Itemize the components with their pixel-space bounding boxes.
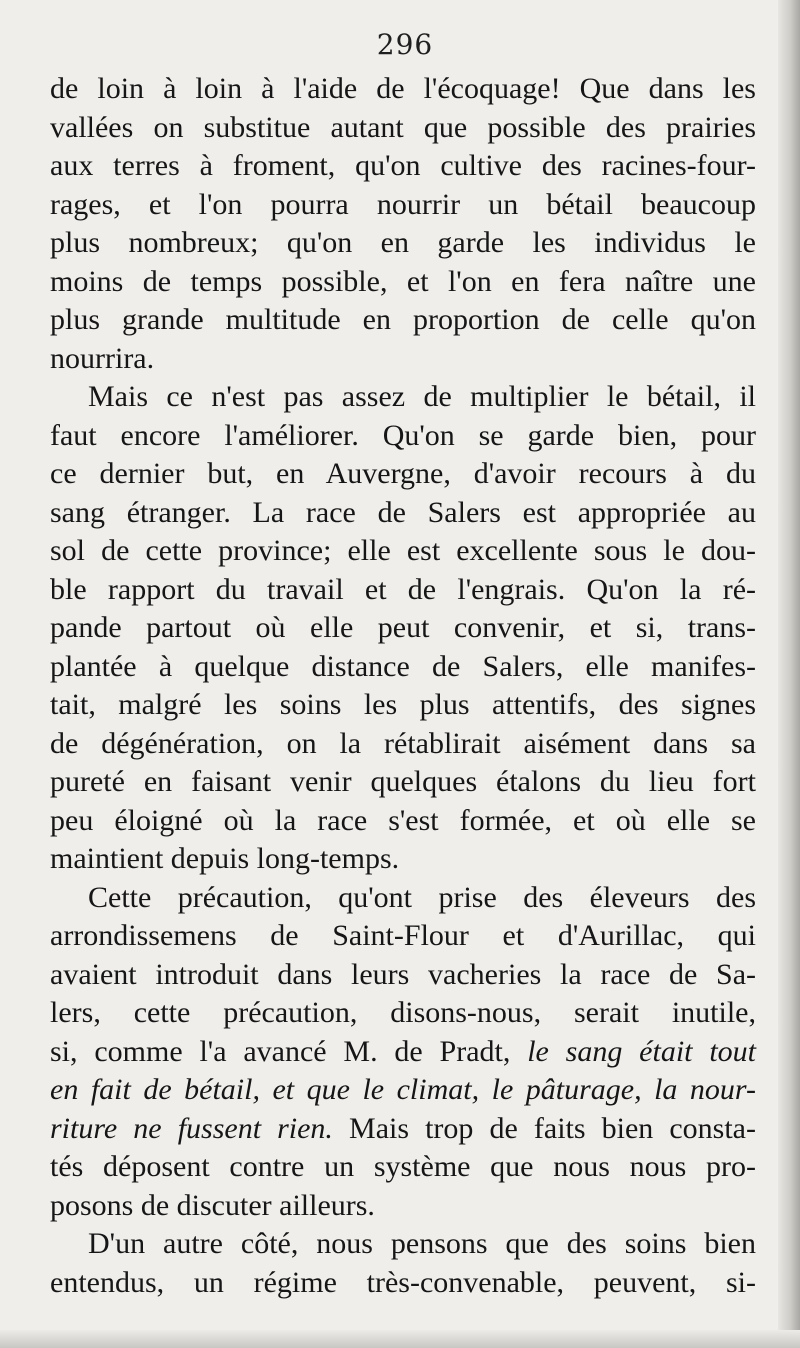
paragraph-1 bbox=[50, 70, 756, 378]
text-line: lers, cette précaution, disons-nous, serait inutile, bbox=[50, 996, 756, 1029]
text-line: arrondissemens de Saint-Flour et d'Aurillac, qui bbox=[50, 919, 756, 952]
text-line: Mais ce n'est pas assez de multiplier le bétail, il bbox=[88, 380, 756, 413]
paragraph-3 bbox=[50, 879, 756, 1226]
text-line: tait, malgré les soins les plus attentifs, des signes bbox=[50, 688, 756, 721]
text-span: si, comme l'a avancé M. de Pradt, bbox=[50, 1034, 528, 1068]
text-line: posons de discuter ailleurs. bbox=[50, 1188, 375, 1222]
text-line: D'un autre côté, nous pensons que des soins bien bbox=[88, 1227, 756, 1260]
text-line: aux terres à froment, qu'on cultive des racines-four- bbox=[50, 149, 756, 182]
page-bottom-edge bbox=[0, 1330, 800, 1348]
text-line: de loin à loin à l'aide de l'écoquage! Que dans les bbox=[50, 72, 756, 105]
italic-quote-line: en fait de bétail, et que le climat, le pâturage, la nour- bbox=[50, 1073, 756, 1106]
body-text bbox=[50, 70, 756, 1302]
text-line: pande partout où elle peut convenir, et si, trans- bbox=[50, 611, 756, 644]
text-line: rages, et l'on pourra nourrir un bétail beaucoup bbox=[50, 187, 756, 221]
text-line: faut encore l'améliorer. Qu'on se garde bien, pour bbox=[50, 418, 756, 452]
text-line: pureté en faisant venir quelques étalons du lieu fort bbox=[50, 765, 756, 798]
text-line: moins de temps possible, et l'on en fera naître une bbox=[50, 264, 756, 298]
text-line: tés déposent contre un système que nous nous pro- bbox=[50, 1150, 756, 1183]
text-line: avaient introduit dans leurs vacheries la race de Sa- bbox=[50, 957, 756, 991]
text-line: ce dernier but, en Auvergne, d'avoir recours à du bbox=[50, 457, 756, 490]
italic-quote: le sang était tout bbox=[527, 1034, 756, 1068]
text-line: peu éloigné où la race s'est formée, et où elle se bbox=[50, 803, 756, 837]
text-line: sol de cette province; elle est excellente sous le dou- bbox=[50, 534, 756, 567]
text-line-mixed bbox=[50, 1110, 756, 1149]
text-line: maintient depuis long-temps. bbox=[50, 842, 400, 875]
paragraph-2 bbox=[50, 378, 756, 879]
text-line: nourrira. bbox=[50, 341, 155, 375]
text-line: de dégénération, on la rétablirait aisément dans sa bbox=[50, 726, 756, 760]
text-line: ble rapport du travail et de l'engrais. Qu'on la ré- bbox=[50, 572, 756, 606]
paragraph-4 bbox=[50, 1225, 756, 1302]
text-line: plus nombreux; qu'on en garde les individus le bbox=[50, 226, 756, 259]
text-line: Cette précaution, qu'ont prise des éleveurs des bbox=[88, 880, 756, 914]
text-line-mixed bbox=[50, 1033, 756, 1072]
text-span: Mais trop de faits bien consta- bbox=[332, 1111, 756, 1145]
text-line: sang étranger. La race de Salers est appropriée au bbox=[50, 495, 756, 529]
text-line: entendus, un régime très-convenable, peuvent, si- bbox=[50, 1265, 756, 1299]
text-line: plus grande multitude en proportion de celle qu'on bbox=[50, 303, 756, 336]
text-line: vallées on substitue autant que possible des prairies bbox=[50, 110, 756, 144]
text-line: plantée à quelque distance de Salers, elle manifes- bbox=[50, 649, 756, 683]
page-number: 296 bbox=[376, 28, 434, 61]
italic-quote: riture ne fussent rien. bbox=[50, 1111, 333, 1145]
page-edge-shadow bbox=[778, 0, 800, 1348]
